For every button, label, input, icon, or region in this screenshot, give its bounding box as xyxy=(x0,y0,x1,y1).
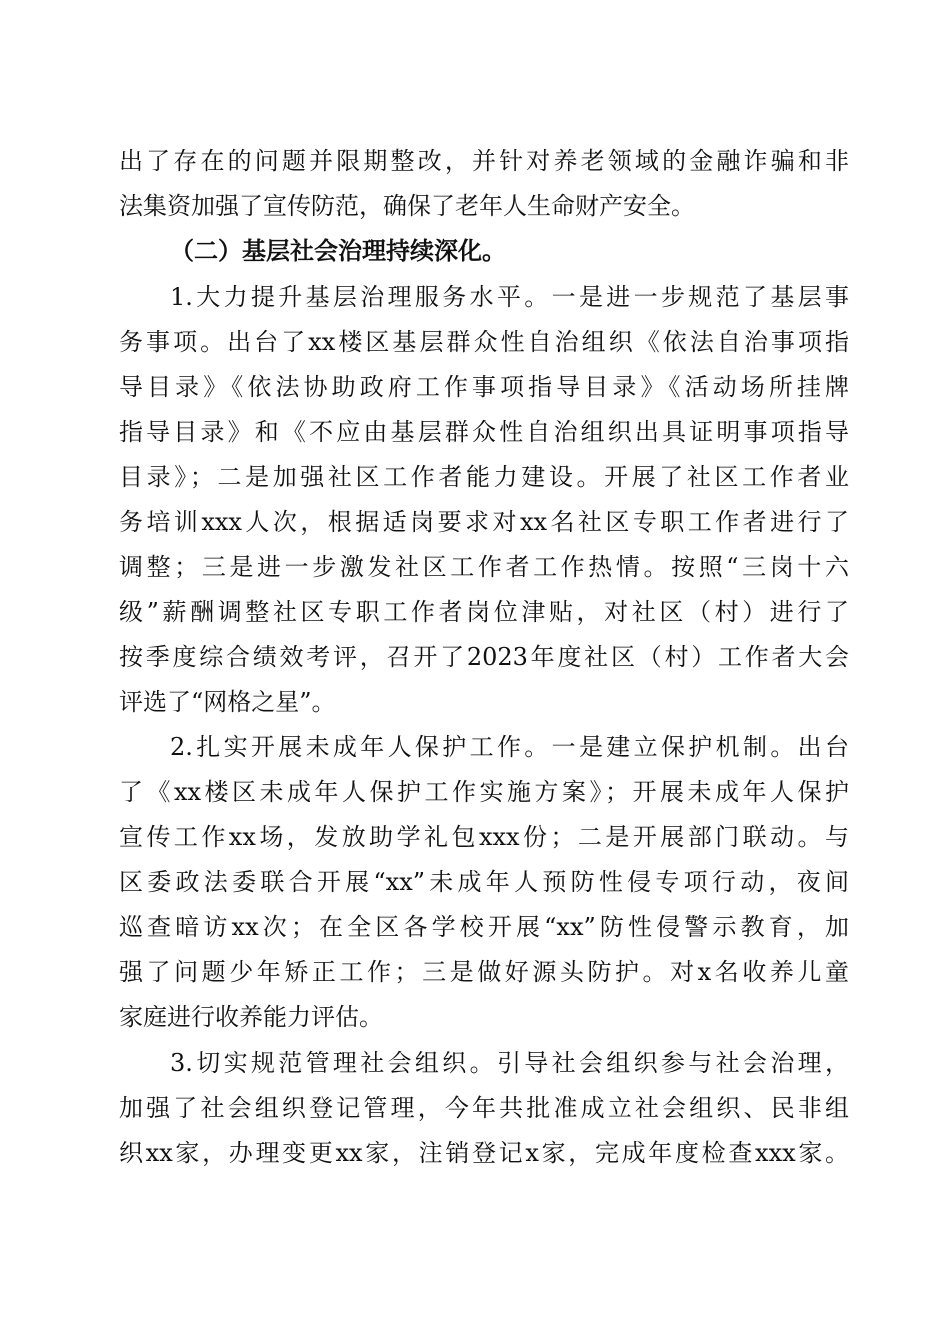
paragraph-line: 级”薪酬调整社区专职工作者岗位津贴，对社区（村）进行了 xyxy=(119,598,849,626)
paragraph-line: 法集资加强了宣传防范，确保了老年人生命财产安全。 xyxy=(119,192,695,220)
paragraph-line: 务事项。出台了xx楼区基层群众性自治组织《依法自治事项指 xyxy=(119,328,849,356)
paragraph-line: 目录》；二是加强社区工作者能力建设。开展了社区工作者业 xyxy=(119,463,849,491)
paragraph-line: 务培训xxx人次，根据适岗要求对xx名社区专职工作者进行了 xyxy=(119,508,849,536)
paragraph-line: 3.切实规范管理社会组织。引导社会组织参与社会治理， xyxy=(170,1049,849,1077)
paragraph-line: 了《xx楼区未成年人保护工作实施方案》；开展未成年人保护 xyxy=(119,778,849,806)
section-heading: （二）基层社会治理持续深化。 xyxy=(170,236,506,265)
paragraph-line: 2.扎实开展未成年人保护工作。一是建立保护机制。出台 xyxy=(170,733,849,761)
paragraph-line: 按季度综合绩效考评，召开了2023年度社区（村）工作者大会 xyxy=(119,643,849,671)
paragraph-line: 调整；三是进一步激发社区工作者工作热情。按照“三岗十六 xyxy=(119,553,849,581)
paragraph-line: 指导目录》和《不应由基层群众性自治组织出具证明事项指导 xyxy=(119,418,849,446)
paragraph-line: 评选了“网格之星”。 xyxy=(119,688,336,716)
paragraph-line: 家庭进行收养能力评估。 xyxy=(119,1003,383,1031)
paragraph-line: 区委政法委联合开展“xx”未成年人预防性侵专项行动，夜间 xyxy=(119,868,849,896)
paragraph-line: 织xx家，办理变更xx家，注销登记x家，完成年度检查xxx家。 xyxy=(119,1139,849,1167)
paragraph-line: 1.大力提升基层治理服务水平。一是进一步规范了基层事 xyxy=(170,283,849,311)
paragraph-line: 强了问题少年矫正工作；三是做好源头防护。对x名收养儿童 xyxy=(119,958,849,986)
paragraph-line: 出了存在的问题并限期整改，并针对养老领域的金融诈骗和非 xyxy=(119,147,849,175)
paragraph-line: 导目录》《依法协助政府工作事项指导目录》《活动场所挂牌 xyxy=(119,373,849,401)
paragraph-line: 巡查暗访xx次；在全区各学校开展“xx”防性侵警示教育，加 xyxy=(119,913,849,941)
paragraph-line: 加强了社会组织登记管理，今年共批准成立社会组织、民非组 xyxy=(119,1094,849,1122)
paragraph-line: 宣传工作xx场，发放助学礼包xxx份；二是开展部门联动。与 xyxy=(119,823,849,851)
